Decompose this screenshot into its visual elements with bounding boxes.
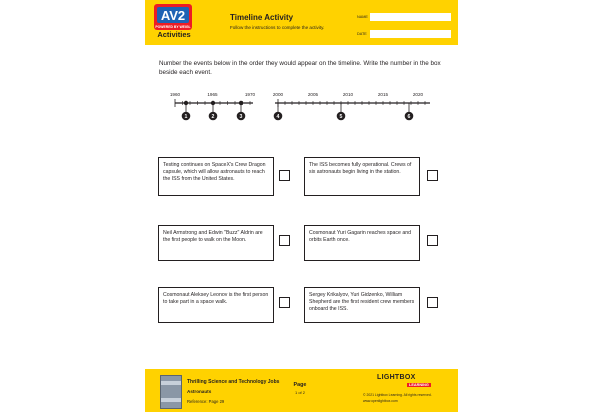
name-field[interactable] <box>370 13 451 21</box>
event-card-3: Neil Armstrong and Edwin "Buzz" Aldrin are the first people to walk on the Moon. <box>158 225 274 261</box>
event-card-5: Cosmonaut Aleksey Leonov is the first person to take part in a space walk. <box>158 287 274 323</box>
event-card-1: Testing continues on SpaceX's Crew Dragon capsule, which will allow astronauts to reach the ISS from the United States. <box>158 157 274 196</box>
event-5-answer-box[interactable] <box>279 297 290 308</box>
lightbox-logo-sub: LEARNING <box>409 383 429 387</box>
event-1-answer-box[interactable] <box>279 170 290 181</box>
marker-4-label: 4 <box>276 114 280 120</box>
copyright-text: © 2021 Lightbox Learning. All rights reserved. <box>363 393 432 397</box>
book-subtitle: Astronauts <box>187 389 212 394</box>
page-label: Page <box>293 382 307 388</box>
date-field[interactable] <box>370 30 451 38</box>
page-subtitle: Follow the instructions to complete the activity. <box>230 25 325 30</box>
tick-label-2005: 2005 <box>307 92 319 97</box>
event-6-answer-box[interactable] <box>427 297 438 308</box>
header-bar <box>145 0 458 45</box>
page-title: Timeline Activity <box>230 13 294 22</box>
footer-bar <box>145 369 458 412</box>
event-3-answer-box[interactable] <box>279 235 290 246</box>
book-title: Thrilling Science and Technology Jobs <box>187 379 280 385</box>
logo-text: AV2 <box>160 8 186 23</box>
book-cover-image <box>160 375 182 409</box>
worksheet-page <box>145 0 458 412</box>
timeline <box>145 88 458 128</box>
marker-3-label: 3 <box>239 114 243 120</box>
event-card-6: Sergey Krikalyov, Yuri Gidzenko, William Shepherd are the first resident crew members onboard the ISS. <box>304 287 420 323</box>
tick-label-1970: 1970 <box>244 92 256 97</box>
event-2-answer-box[interactable] <box>427 170 438 181</box>
logo-subtitle: Activities <box>157 30 191 39</box>
event-card-2: The ISS becomes fully operational. Crews of six astronauts begin living in the station. <box>304 157 420 196</box>
name-label: NAME <box>357 15 368 19</box>
marker-6-label: 6 <box>407 114 411 120</box>
lightbox-logo: LIGHTBOX <box>377 374 416 381</box>
date-label: DATE <box>357 32 367 36</box>
marker-2-label: 2 <box>211 114 215 120</box>
tick-label-2010: 2010 <box>342 92 354 97</box>
marker-1-label: 1 <box>184 114 188 120</box>
page-reference: Reference: Page 29 <box>187 399 225 404</box>
tick-label-1965: 1965 <box>207 92 218 97</box>
website-link[interactable]: www.openlightbox.com <box>363 399 398 403</box>
event-4-answer-box[interactable] <box>427 235 438 246</box>
tick-label-2000: 2000 <box>272 92 284 97</box>
instructions-text: Number the events below in the order they would appear on the timeline. Write the number in the box beside each event. <box>159 60 441 76</box>
tick-label-1960: 1960 <box>169 92 181 97</box>
tick-label-2020: 2020 <box>412 92 424 97</box>
page-number: 1 of 2 <box>294 390 305 395</box>
tick-label-2015: 2015 <box>377 92 389 97</box>
marker-5-label: 5 <box>339 114 343 120</box>
event-card-4: Cosmonaut Yuri Gagarin reaches space and orbits Earth once. <box>304 225 420 261</box>
av2-logo <box>153 3 193 31</box>
logo-tag: POWERED BY WEIGL <box>155 25 191 29</box>
